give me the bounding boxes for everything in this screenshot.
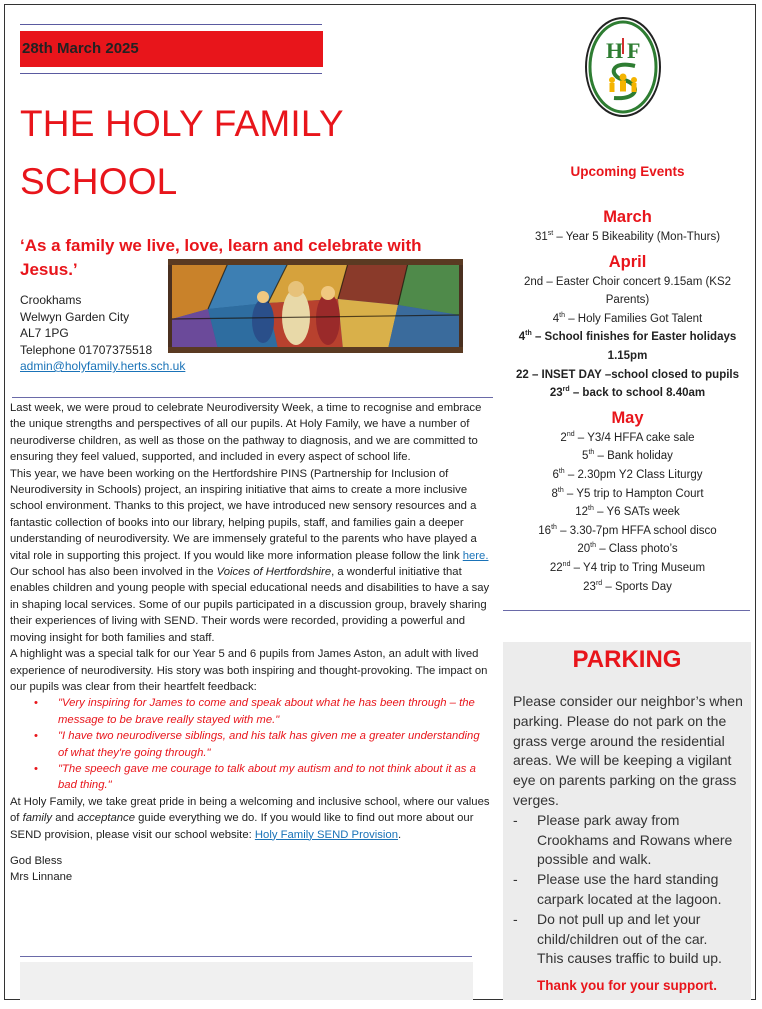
divider	[12, 397, 493, 398]
event-text: – School finishes for Easter holidays 1.15pm	[531, 331, 737, 362]
event-item	[505, 366, 750, 385]
event-text: – Y6 SATs week	[593, 506, 680, 519]
list-item	[513, 811, 745, 870]
event-item	[505, 559, 750, 578]
event-item	[505, 522, 750, 541]
event-text: 2nd – Easter Choir concert 9.15am (KS2 Parents)	[523, 275, 732, 307]
school-crest-icon	[580, 14, 666, 120]
pins-info-link[interactable]: here.	[462, 549, 489, 562]
event-day: 23	[549, 387, 563, 400]
event-text: – 2.30pm Y2 Class Liturgy	[564, 468, 703, 481]
quote-text: "Very inspiring for James to come and speak about what he has been through – the message to be brave really stayed with me."	[58, 697, 475, 726]
bullet-icon: •	[34, 697, 38, 710]
rule-text: Please use the hard standing carpark located at the lagoon.	[537, 871, 722, 907]
divider	[20, 73, 322, 74]
ordinal-suffix: th	[588, 449, 595, 457]
event-item	[505, 328, 750, 365]
event-day: 16	[538, 524, 552, 537]
list-item	[10, 695, 492, 728]
event-text: – 3.30-7pm HFFA school disco	[556, 524, 717, 537]
event-item	[505, 503, 750, 522]
emphasis: family	[22, 812, 53, 825]
event-item	[505, 578, 750, 597]
ordinal-suffix: rd	[595, 579, 603, 587]
ordinal-suffix: th	[559, 311, 566, 319]
paragraph-text: , a wonderful initiative that enables children and young people with special educational needs and disabilities to have a say in shaping local services. Some of our pupils participated in a discussion group, bravely sharing their experiences of living with SEND. Their words were recorded, providing a powerful and moving insight for both families and staff.	[10, 566, 490, 644]
pupil-quotes	[10, 695, 492, 793]
event-text: – back to school 8.40am	[569, 387, 706, 400]
parking-title: PARKING	[572, 646, 682, 673]
event-day: 23	[583, 580, 596, 593]
rule-text: Do not pull up and let your child/children out of the car.	[537, 910, 708, 947]
event-item	[505, 540, 750, 559]
event-day: 4	[518, 331, 526, 344]
event-item	[505, 384, 750, 403]
event-day: 4	[552, 312, 560, 325]
stained-glass-illustration	[168, 259, 463, 353]
school-motto: ‘As a family we live, love, learn and celebrate with Jesus.’	[20, 236, 422, 279]
ordinal-suffix: rd	[562, 386, 570, 394]
month-heading-march: March	[603, 208, 652, 226]
list-item	[10, 728, 492, 761]
signoff: God Bless	[10, 854, 63, 867]
event-day: 20	[577, 543, 591, 556]
paragraph-text: Our school has also been involved in the	[10, 566, 217, 579]
divider	[20, 956, 472, 957]
event-day: 6	[552, 468, 559, 481]
paragraph-text: At Holy Family, we take great pride in being a welcoming and inclusive school, where our values of	[10, 795, 490, 825]
article-paragraph	[10, 794, 492, 843]
article-paragraph	[10, 564, 492, 646]
event-text: – Bank holiday	[594, 450, 673, 463]
paragraph-text: guide everything we do. If you would like to find out more about our SEND provision, please visit our school website:	[10, 812, 474, 841]
send-provision-link[interactable]: Holy Family SEND Provision	[254, 828, 399, 841]
event-item	[505, 485, 750, 504]
parking-note: This causes traffic to build up.	[537, 950, 722, 967]
event-item	[505, 273, 750, 310]
dash-icon: -	[513, 910, 518, 927]
article-paragraph: A highlight was a special talk for our Year 5 and 6 pupils from James Aston, an adult with lived experience of neurodiversity. His story was both inspiring and thought-provoking. The impact on our pupils was clear from their heartfelt feedback:	[10, 648, 488, 693]
event-item	[505, 310, 750, 329]
ordinal-suffix: th	[588, 505, 594, 513]
ordinal-suffix: nd	[566, 430, 575, 438]
email-link[interactable]: admin@holyfamily.herts.sch.uk	[20, 359, 186, 373]
month-heading-april: April	[608, 252, 647, 271]
event-day: 8	[551, 487, 558, 500]
school-address	[20, 292, 185, 375]
paragraph-text: This year, we have been working on the Hertfordshire PINS (Partnership for Inclusion of Neurodiversity in Schools) project, an inspiring initiative that aims to create a more inclusive school environment. Thanks to this project, we have introduced new sensory resources and a fantastic collection of books into our library, helping pupils, staff, and families gain a deeper understanding of neurodiversity. We are immensely grateful to the parents who have played a vital role in supporting this project. If you would like more information please follow the link	[10, 467, 477, 562]
title-line-1: THE HOLY FAMILY	[20, 103, 344, 144]
address-line: Welwyn Garden City	[20, 309, 130, 324]
article-paragraph	[10, 466, 492, 564]
ordinal-suffix: nd	[562, 561, 571, 569]
paragraph-text: and	[52, 812, 78, 825]
quote-text: "The speech gave me courage to talk about my autism and to not think about it as a bad thing."	[58, 762, 476, 792]
bullet-icon: •	[34, 762, 38, 775]
list-item	[10, 761, 492, 794]
telephone: Telephone 01707375518	[20, 342, 153, 357]
event-text: – Y4 trip to Tring Museum	[570, 561, 706, 574]
school-logo	[580, 14, 666, 120]
dash-icon: -	[513, 811, 518, 828]
event-item	[505, 429, 750, 448]
title-line-2: SCHOOL	[20, 161, 178, 202]
month-heading-may: May	[611, 408, 644, 427]
event-day: 2	[560, 431, 567, 444]
emphasis: Voices of Hertfordshire	[216, 566, 332, 579]
article	[10, 400, 492, 886]
event-text: – Y5 trip to Hampton Court	[563, 487, 704, 500]
ordinal-suffix: th	[558, 468, 565, 476]
address-line: AL7 1PG	[20, 326, 69, 340]
parking-rules	[513, 811, 745, 950]
dash-icon: -	[513, 871, 518, 888]
event-day: 22	[549, 561, 563, 574]
parking-notice	[513, 692, 745, 969]
bullet-icon: •	[34, 730, 38, 743]
ordinal-suffix: th	[551, 523, 557, 531]
stained-glass-image	[168, 259, 463, 353]
parking-intro: Please consider our neighbor’s when parking. Please do not park on the grass verge around the residential areas. We will be keeping a vigilant eye on parents parking on the grass verges.	[513, 693, 743, 808]
events-list	[505, 206, 750, 596]
parking-thanks: Thank you for your support.	[536, 978, 717, 993]
emphasis: acceptance	[77, 812, 135, 825]
ordinal-suffix: st	[547, 230, 554, 238]
newsletter-date: 28th March 2025	[22, 40, 139, 57]
event-item	[505, 466, 750, 485]
upcoming-events-heading: Upcoming Events	[570, 164, 685, 179]
event-text: – Year 5 Bikeability (Mon-Thurs)	[553, 231, 721, 243]
ordinal-suffix: th	[525, 330, 532, 338]
rule-text: Please park away from Crookhams and Rowans where possible and walk.	[537, 811, 733, 868]
ordinal-suffix: th	[557, 486, 564, 494]
page-title	[20, 98, 344, 208]
signature: Mrs Linnane	[10, 871, 73, 884]
event-item	[505, 447, 750, 466]
footer-panel	[20, 962, 473, 1000]
article-paragraph: Last week, we were proud to celebrate Neurodiversity Week, a time to recognise and embrace the unique strengths and perspectives of all our pupils. At Holy Family, we have a number of neurodiverse children, as well as those on the pathway to diagnosis, and we are committed to ensuring they feel valued, supported, and included in every aspect of school life.	[10, 402, 482, 464]
list-item	[513, 910, 745, 950]
divider	[503, 610, 750, 611]
ordinal-suffix: th	[590, 542, 596, 550]
svg-text:H: H	[606, 38, 624, 63]
svg-text:F: F	[627, 38, 641, 63]
event-text: – Class photo’s	[596, 543, 678, 556]
quote-text: "I have two neurodiverse siblings, and his talk has given me a greater understanding of what they're going through."	[58, 730, 480, 759]
event-text: – Y3/4 HFFA cake sale	[574, 431, 695, 444]
address-line: Crookhams	[20, 293, 82, 307]
event-text: – Sports Day	[602, 580, 672, 593]
event-text: 22 – INSET DAY –school closed to pupils	[515, 368, 740, 381]
event-text: – Holy Families Got Talent	[565, 312, 703, 325]
event-day: 5	[582, 450, 589, 463]
event-item	[505, 228, 750, 247]
paragraph-text: .	[398, 828, 402, 841]
list-item	[513, 870, 745, 910]
event-day: 12	[575, 506, 589, 519]
divider	[20, 24, 322, 25]
event-day: 31	[534, 231, 548, 243]
